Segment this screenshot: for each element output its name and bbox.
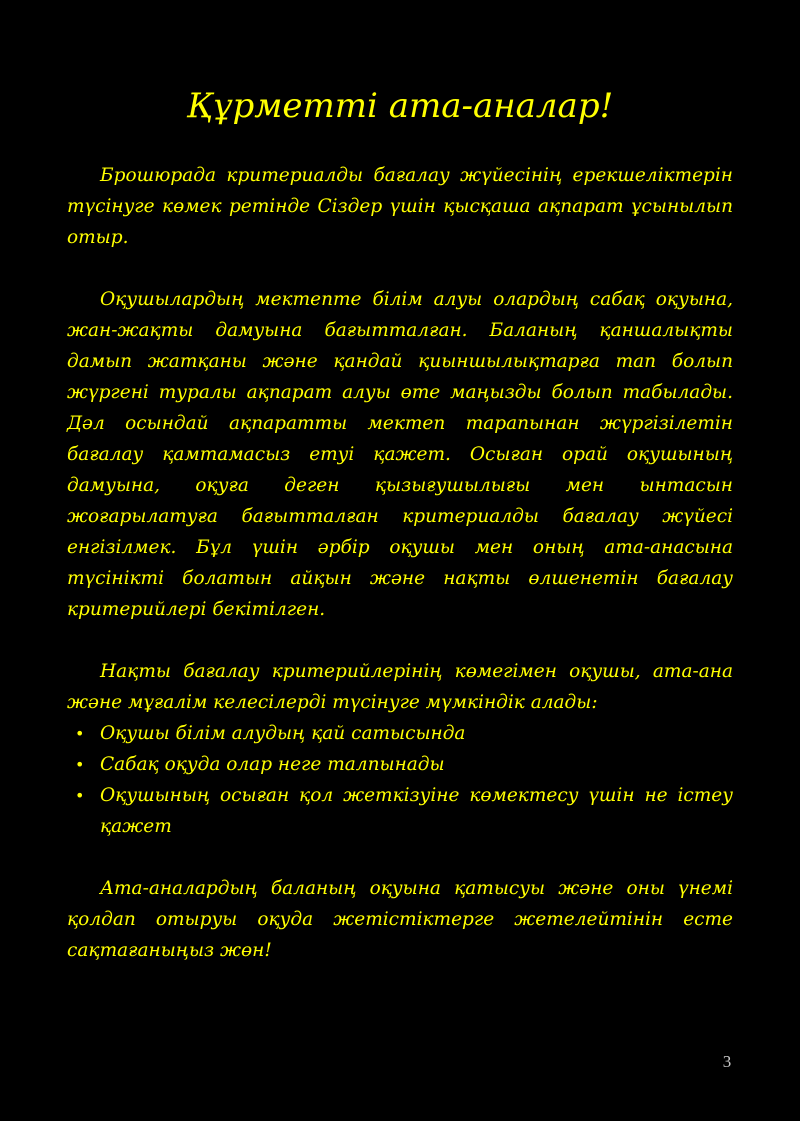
criteria-list xyxy=(67,718,733,842)
page-title: Құрметті ата-аналар! xyxy=(186,86,614,126)
list-item xyxy=(67,780,733,842)
list-item-text: Оқушының осыған қол жеткізуіне көмектесу үшін не істеу қажет xyxy=(100,785,733,837)
paragraph-spacer xyxy=(67,253,733,284)
list-item xyxy=(67,718,733,749)
paragraph-spacer xyxy=(67,625,733,656)
closing-paragraph: Ата-аналардың баланың оқуына қатысуы және оны үнемі қолдап отыруы оқуда жетістіктерге жетелейтінін есте сақтағаныңыз жөн! xyxy=(67,878,733,961)
bullet-icon: • xyxy=(75,755,85,774)
assessment-paragraph: Оқушылардың мектепте білім алуы олардың сабақ оқуына, жан-жақты дамуына бағытталған. Баланың қаншалықты дамып жатқаны және қандай қиыншылықтарға тап болып жүргені туралы ақпарат алуы өте маңызды болып табылады. Дәл осындай ақпаратты мектеп тарапынан жүргізілетін бағалау қамтамасыз етуі қажет. Осыған орай оқушының дамуына, оқуға деген қызығушылығы мен ынтасын жоғарылатуға бағытталған критериалды бағалау жүйесі енгізілмек. Бұл үшін әрбір оқушы мен оның ата-анасына түсінікті болатын айқын және нақты өлшенетін бағалау критерийлері бекітілген. xyxy=(67,289,733,620)
body-text xyxy=(67,160,733,966)
bullet-icon: • xyxy=(75,786,85,805)
intro-paragraph: Брошюрада критериалды бағалау жүйесінің ерекшеліктерін түсінуге көмек ретінде Сіздер үшін қысқаша ақпарат ұсынылып отыр. xyxy=(67,165,733,248)
criteria-paragraph: Нақты бағалау критерийлерінің көмегімен оқушы, ата-ана және мұғалім келесілерді түсінуге мүмкіндік алады: xyxy=(67,661,733,713)
list-item-text: Оқушы білім алудың қай сатысында xyxy=(100,723,466,744)
page-number: 3 xyxy=(722,1052,732,1071)
list-item xyxy=(67,749,733,780)
list-item-text: Сабақ оқуда олар неге талпынады xyxy=(100,754,445,775)
paragraph-spacer xyxy=(67,842,733,873)
bullet-icon: • xyxy=(75,724,85,743)
